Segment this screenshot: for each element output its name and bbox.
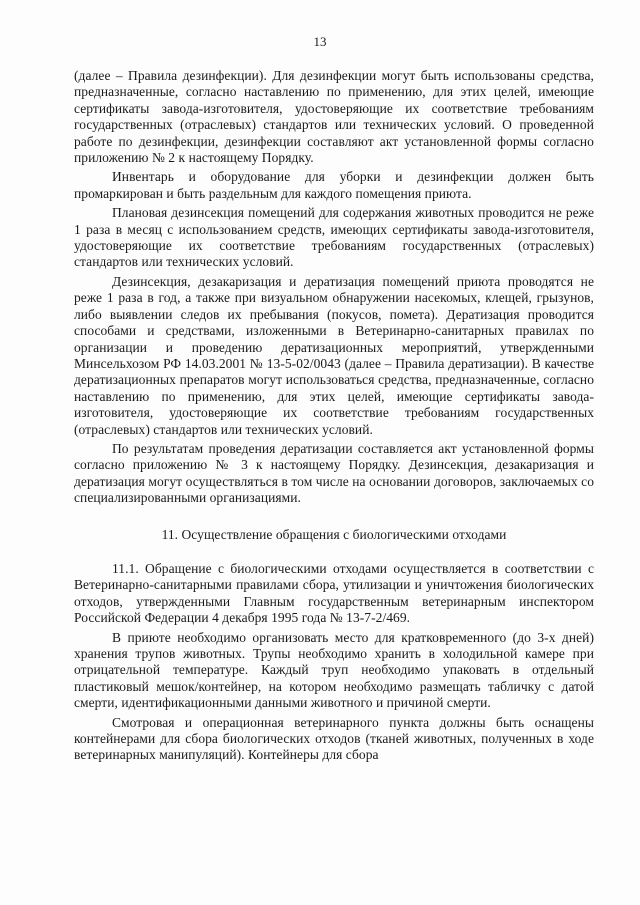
- paragraph-containers: Смотровая и операционная ветеринарного пункта должны быть оснащены контейнерами для сбора биологических отходов (тканей животных, полученных в ходе ветеринарных манипуляций). Контейнеры для сбора: [74, 714, 594, 763]
- page-number: 13: [313, 34, 327, 49]
- paragraph-deratization: Дезинсекция, дезакаризация и дератизация помещений приюта проводятся не реже 1 раза в год, а также при визуальном обнаружении насекомых, клещей, грызунов, либо выявлении следов их пребывания (покусов, помета). Дератизация проводится способами и средствами, изложенными в Ветеринарно-санитарных правилах по организации и проведению дератизационных мероприятий, утвержденными Минсельхозом РФ 14.03.2001 № 13-5-02/0043 (далее – Правила дератизации). В качестве дератизационных препаратов могут использоваться средства, предназначенные, согласно наставлению по применению, для этих целей, имеющие сертификаты завода-изготовителя, удостоверяющие их соответствие требованиям государственных (отраслевых) стандартов или технических условий.: [74, 273, 594, 437]
- paragraph-disinfection-rules: (далее – Правила дезинфекции). Для дезинфекции могут быть использованы средства, предназначенные, согласно наставлению по применению, для этих целей, имеющие сертификаты завода-изготовителя, удостоверяющие их соответствие требованиям государственных (отраслевых) стандартов или технических условий. О проведенной работе по дезинфекции, дезинфекции составляют акт установленной формы согласно приложению № 2 к настоящему Порядку.: [74, 68, 594, 166]
- section-heading: 11. Осуществление обращения с биологическими отходами: [161, 526, 507, 542]
- paragraph-inventory: Инвентарь и оборудование для уборки и дезинфекции должен быть промаркирован и быть раздельным для каждого помещения приюта.: [74, 169, 594, 201]
- document-body: [74, 68, 594, 767]
- paragraph-planned-disinsection: Плановая дезинсекция помещений для содержания животных проводится не реже 1 раза в месяц с использованием средств, имеющих сертификаты завода-изготовителя, удостоверяющие их соответствие требованиям государственных (отраслевых) стандартов или технических условий.: [74, 205, 594, 270]
- paragraph-deratization-act: По результатам проведения дератизации составляется акт установленной формы согласно приложению № 3 к настоящему Порядку. Дезинсекция, дезакаризация и дератизация могут осуществляться в том числе на основании договоров, заключаемых со специализированными организациями.: [74, 440, 594, 506]
- paragraph-corpse-storage: В приюте необходимо организовать место для кратковременного (до 3-х дней) хранения трупов животных. Трупы необходимо хранить в холодильной камере при отрицательной температуре. Каждый труп необходимо упаковать в отдельный пластиковый мешок/контейнер, на котором необходимо размещать табличку с датой смерти, идентификационными данными животного и причиной смерти.: [74, 629, 594, 711]
- paragraph-11-1: 11.1. Обращение с биологическими отходами осуществляется в соответствии с Ветеринарно-санитарными правилами сбора, утилизации и уничтожения биологических отходов, утвержденными Главным государственным ветеринарным инспектором Российской Федерации 4 декабря 1995 года № 13-7-2/469.: [74, 560, 594, 626]
